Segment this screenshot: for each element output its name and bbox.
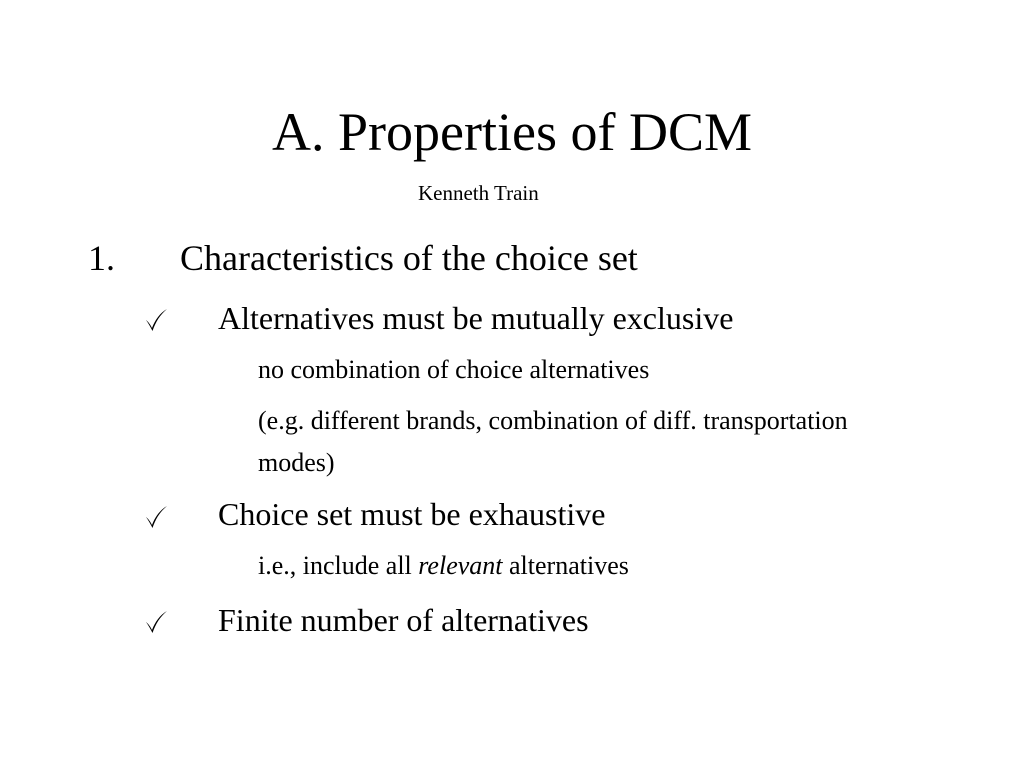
bullet-finite: Finite number of alternatives bbox=[218, 602, 589, 638]
note-text: i.e., include all bbox=[258, 551, 419, 580]
checkmark-icon bbox=[143, 306, 169, 332]
slide-title: A. Properties of DCM bbox=[272, 102, 752, 162]
checkmark-icon bbox=[143, 503, 169, 529]
note-text: alternatives bbox=[502, 551, 629, 580]
bullet-exhaustive: Choice set must be exhaustive bbox=[218, 496, 606, 532]
checkmark-icon bbox=[143, 608, 169, 634]
bullet-note: no combination of choice alternatives bbox=[258, 355, 650, 384]
bullet-note: (e.g. different brands, combination of diff. transportation modes) bbox=[258, 406, 848, 477]
section-number: 1. bbox=[88, 238, 115, 278]
author-name: Kenneth Train bbox=[418, 181, 539, 205]
bullet-mutually-exclusive: Alternatives must be mutually exclusive bbox=[218, 300, 734, 336]
note-emphasis: relevant bbox=[418, 551, 503, 580]
section-heading: Characteristics of the choice set bbox=[180, 238, 638, 278]
bullet-note bbox=[258, 546, 898, 586]
